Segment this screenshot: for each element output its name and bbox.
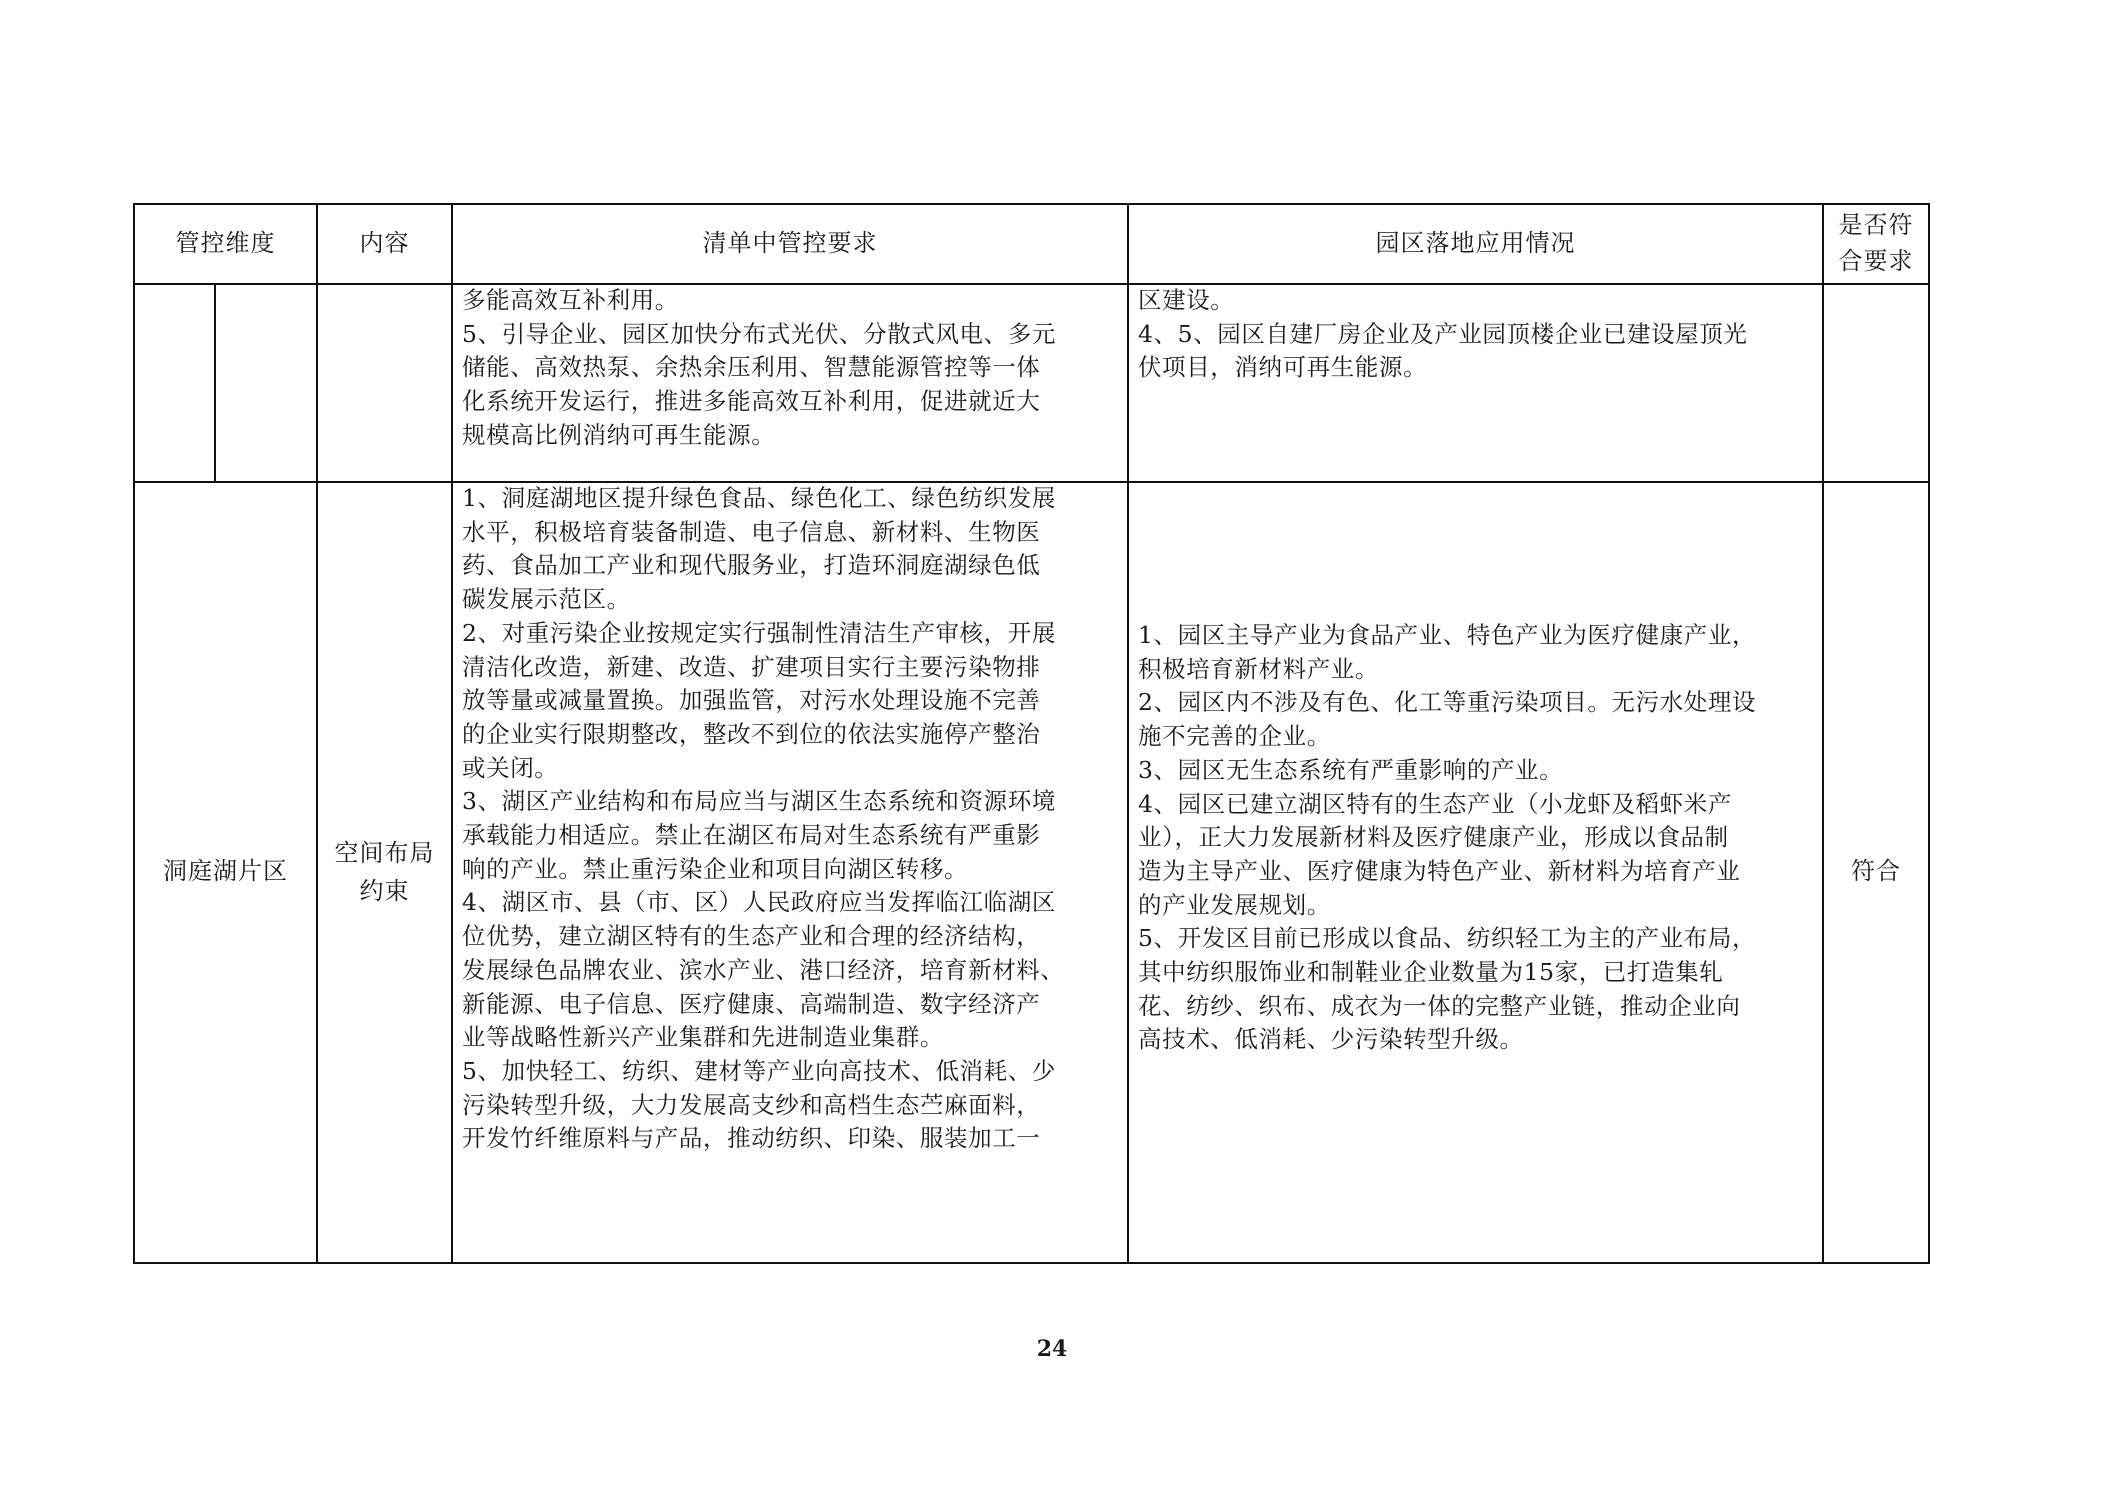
table-border-right <box>1928 203 1930 1264</box>
sub-dimension-divider <box>214 283 216 483</box>
header-content: 内容 <box>359 229 410 257</box>
row2-application: 1、园区主导产业为食品产业、特色产业为医疗健康产业， 积极培育新材料产业。 2、园区内不涉及有色、化工等重污染项目。无污水处理设 施不完善的企业。 3、园区无生态系统有严重影响的产业。 4、园区已建立湖区特有的生态产业（小龙虾及稻虾米产 业），正大力发展新材料及医疗健康产业，形成以食品制 造为主导产业、医疗健康为特色产业、新材料为培育产业 的产业发展规划。 5、开发区目前已形成以食品、纺织轻工为主的产业布局， 其中纺织服饰业和制鞋业企业数量为15家，已打造集轧 花、纺纱、织布、成衣为一体的完整产业链，推动企业向 高技术、低消耗、少污染转型升级。 <box>1138 621 1757 1054</box>
table-border-top <box>133 203 1930 205</box>
header-application: 园区落地应用情况 <box>1375 229 1576 257</box>
column-divider-2 <box>451 203 453 1264</box>
row2-dimension: 洞庭湖片区 <box>163 857 288 885</box>
table-border-left <box>133 203 135 1264</box>
column-divider-1 <box>316 203 318 1264</box>
header-requirements: 清单中管控要求 <box>702 229 878 257</box>
header-dimension: 管控维度 <box>175 229 276 257</box>
column-divider-4 <box>1822 203 1824 1264</box>
page-number: 24 <box>1036 1336 1068 1362</box>
table-border-bottom <box>133 1262 1930 1264</box>
row1-requirements: 多能高效互补利用。 5、引导企业、园区加快分布式光伏、分散式风电、多元 储能、高效热泵、余热余压利用、智慧能源管控等一体 化系统开发运行，推进多能高效互补利用，促进就近大 规模高比例消纳可再生能源。 <box>462 286 1056 449</box>
row2-content: 空间布局 约束 <box>334 839 435 905</box>
row2-compliance: 符合 <box>1851 857 1901 885</box>
column-divider-3 <box>1127 203 1129 1264</box>
header-compliance: 是否符 合要求 <box>1838 211 1914 275</box>
row2-requirements: 1、洞庭湖地区提升绿色食品、绿色化工、绿色纺织发展 水平，积极培育装备制造、电子信息、新材料、生物医 药、食品加工产业和现代服务业，打造环洞庭湖绿色低 碳发展示范区。 2、对重污染企业按规定实行强制性清洁生产审核，开展 清洁化改造，新建、改造、扩建项目实行主要污染物排 放等量或减量置换。加强监管，对污水处理设施不完善 的企业实行限期整改，整改不到位的依法实施停产整治 或关闭。 3、湖区产业结构和布局应当与湖区生态系统和资源环境 承载能力相适应。禁止在湖区布局对生态系统有严重影 响的产业。禁止重污染企业和项目向湖区转移。 4、湖区市、县（市、区）人民政府应当发挥临江临湖区 位优势，建立湖区特有的生态产业和合理的经济结构， 发展绿色品牌农业、滨水产业、港口经济，培育新材料、 新能源、电子信息、医疗健康、高端制造、数字经济产 业等战略性新兴产业集群和先进制造业集群。 5、加快轻工、纺织、建材等产业向高技术、低消耗、少 污染转型升级，大力发展高支纱和高档生态苎麻面料， 开发竹纤维原料与产品，推动纺织、印染、服装加工一 <box>462 484 1065 1153</box>
row1-application: 区建设。 4、5、园区自建厂房企业及产业园顶楼企业已建设屋顶光 伏项目，消纳可再生能源。 <box>1138 286 1748 382</box>
